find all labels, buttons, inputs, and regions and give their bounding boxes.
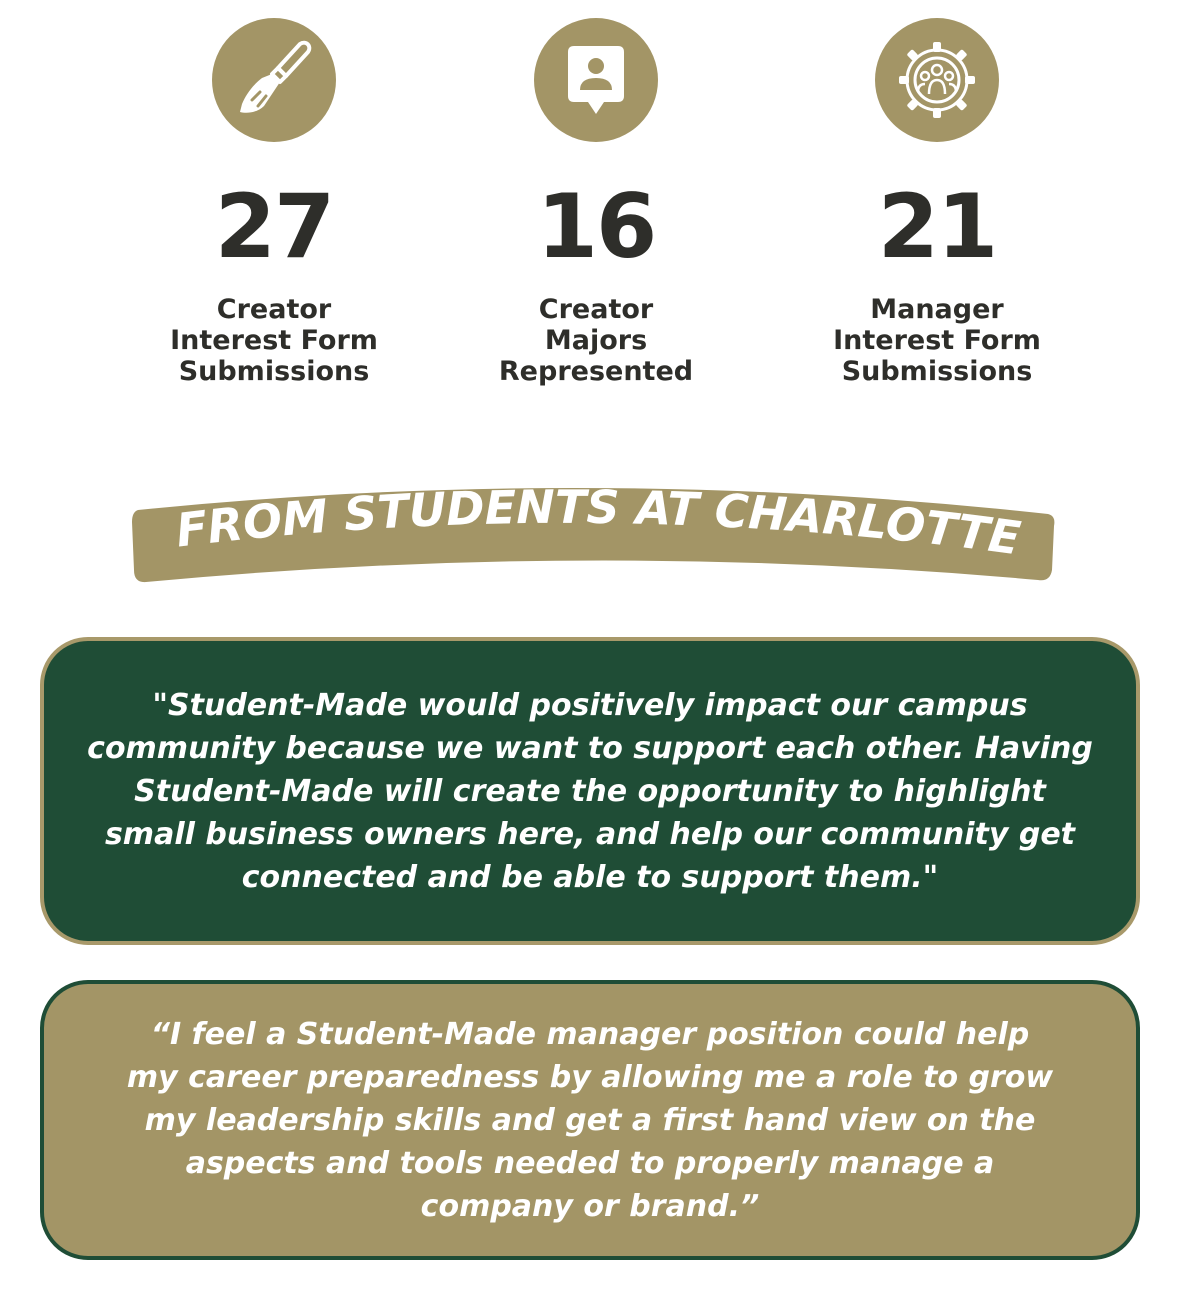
stat-label: Creator Majors Represented (498, 294, 694, 387)
quote-card-green (40, 637, 1140, 945)
profile-chat-icon (534, 18, 658, 142)
quote-text: “I feel a Student-Made manager position could help my career preparedness by allowing me a role to grow my leadership skills and get a first hand view on the aspects and tools needed to properly manage a company or brand.” (126, 1016, 1054, 1224)
stat-manager-submissions (787, 18, 1087, 387)
stat-number: 27 (214, 175, 334, 278)
stat-label: Manager Interest Form Submissions (833, 294, 1041, 387)
quote-card-gold (40, 980, 1140, 1260)
section-banner (128, 470, 1058, 590)
paintbrush-icon (212, 18, 336, 142)
banner-title-path: FROM STUDENTS AT CHARLOTTE (173, 479, 1024, 566)
stat-number: 16 (536, 175, 656, 278)
team-gear-icon (875, 18, 999, 142)
stat-number: 21 (877, 175, 997, 278)
stat-label: Creator Interest Form Submissions (170, 294, 378, 387)
quote-text: "Student-Made would positively impact our campus community because we want to support each other. Having Student-Made will create the opportunity to highlight small business owners here, and help our community get connected and be able to support them." (87, 687, 1093, 895)
stat-creator-majors (446, 18, 746, 387)
stat-creator-submissions (124, 18, 424, 387)
